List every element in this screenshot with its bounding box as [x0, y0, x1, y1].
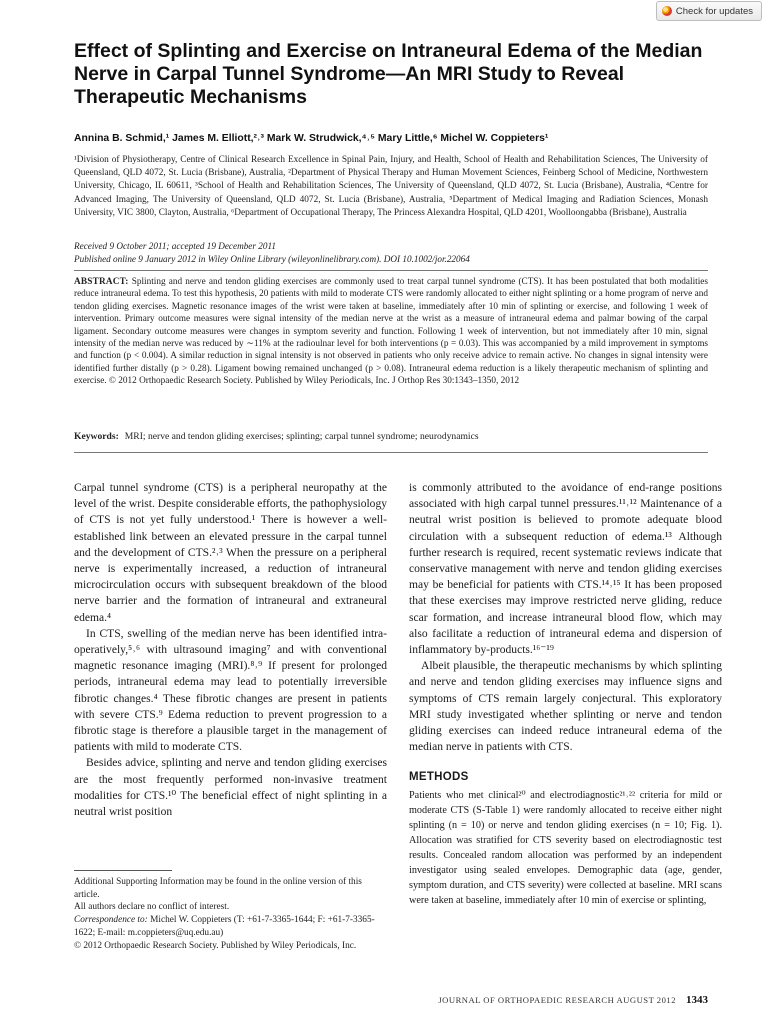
conflict-note: All authors declare no conflict of interest.	[74, 902, 230, 913]
methods-heading: METHODS	[409, 771, 469, 784]
check-for-updates-label: Check for updates	[675, 5, 753, 17]
abstract-label: ABSTRACT:	[74, 277, 129, 287]
article-title: Effect of Splinting and Exercise on Intraneural Edema of the Median Nerve in Carpal Tunnel Syndrome—An MRI Study to Reveal Therapeutic Mechanisms	[74, 40, 703, 108]
supporting-info-note: Additional Supporting Information may be found in the online version of this article.	[74, 877, 362, 900]
crossmark-icon	[662, 6, 672, 16]
keywords	[74, 431, 708, 442]
left-column	[74, 480, 387, 820]
publication-dates	[74, 240, 708, 266]
abstract-top-rule	[74, 270, 708, 271]
correspondence-note	[74, 914, 388, 939]
abstract	[74, 276, 708, 388]
correspondence-label: Correspondence to:	[74, 915, 148, 926]
copyright-note: © 2012 Orthopaedic Research Society. Published by Wiley Periodicals, Inc.	[74, 940, 357, 951]
methods-paragraph: Patients who met clinical²⁰ and electrodiagnostic²¹˒²² criteria for mild or moderate CTS (S-Table 1) were randomly allocated to receive either night splinting (n = 10) or nerve and tendon gliding exercises (n = 10; Fig. 1). Allocation was stratified for CTS severity based on electrodiagnostic test results. Concealed random allocation was performed by an independent investigator using sealed envelopes. Demographic data (age, gender, symptom duration, and CTS severity) were collected at baseline. MRI scans were taken at baseline, immediately after 10 min of exercise or splinting,	[409, 789, 722, 907]
author-list: Annina B. Schmid,¹ James M. Elliott,²˒³ Mark W. Strudwick,⁴˒⁵ Mary Little,⁶ Michel W. Coppieters¹	[74, 133, 549, 144]
body-paragraph: In CTS, swelling of the median nerve has been identified intra-operatively,⁵˒⁶ with ultrasound imaging⁷ and with conventional magnetic resonance imaging (MRI).⁸˒⁹ If present for prolonged periods, intraneural edema may lead to potentially irreversible fibrotic changes.⁴ These fibrotic changes are present in patients with severe CTS.⁹ Edema reduction to prevent progression to a fibrotic stage is therefore a plausible target in the management of patients with mild to moderate CTS.	[74, 627, 387, 754]
right-column	[409, 480, 722, 908]
page-footer	[428, 994, 708, 1006]
journal-name: JOURNAL OF ORTHOPAEDIC RESEARCH AUGUST 2012	[438, 995, 676, 1005]
abstract-bottom-rule	[74, 452, 708, 453]
body-paragraph: Carpal tunnel syndrome (CTS) is a peripheral neuropathy at the level of the wrist. Despite considerable efforts, the pathophysiology of CTS is not yet fully understood.¹ There is however a well-established link between an elevated pressure in the carpal tunnel and the development of CTS.²˒³ When the pressure on a peripheral nerve is experimentally increased, a reduction of intraneural microcirculation occurs with subsequent breakdown of the blood nerve barrier and the formation of intraneural and extraneural edema.⁴	[74, 482, 387, 624]
received-date: Received 9 October 2011; accepted 19 December 2011	[74, 241, 276, 251]
affiliations: ¹Division of Physiotherapy, Centre of Clinical Research Excellence in Spinal Pain, Injury, and Health, School of Health and Rehabilitation Sciences, The University of Queensland, QLD 4072, St. Lucia (Brisbane), Australia, ²Department of Physical Therapy and Human Movement Sciences, Feinberg School of Medicine, Northwestern University, Chicago, IL 60611, ³School of Health and Rehabilitation Sciences, The University of Queensland, QLD 4072, St. Lucia (Brisbane), Australia, ⁴Centre for Advanced Imaging, The University of Queensland, QLD 4072, St. Lucia (Brisbane), Australia, ⁵Department of Medical Imaging and Radiation Sciences, Monash University, VIC 3800, Clayton, Australia, ⁶Department of Occupational Therapy, The Princess Alexandra Hospital, QLD 4201, Woolloongabba (Brisbane), Australia	[74, 155, 708, 218]
published-online: Published online 9 January 2012 in Wiley Online Library (wileyonlinelibrary.com). DOI 10.1002/jor.22064	[74, 254, 470, 264]
keywords-label: Keywords:	[74, 431, 119, 442]
page-number: 1343	[686, 994, 708, 1006]
body-paragraph: Albeit plausible, the therapeutic mechanisms by which splinting and nerve and tendon gliding exercises may influence signs and symptoms of CTS remain largely conjectural. This exploratory MRI study investigated whether splinting or nerve and tendon gliding exercises can indeed reduce intraneural edema of the median nerve in patients with CTS.	[409, 660, 722, 754]
keywords-text: MRI; nerve and tendon gliding exercises; splinting; carpal tunnel syndrome; neurodynamics	[124, 431, 479, 442]
abstract-text: Splinting and nerve and tendon gliding exercises are commonly used to treat carpal tunnel syndrome (CTS). It has been postulated that both modalities reduce intraneural edema. To test this hypothesis, 20 patients with mild to moderate CTS were randomly allocated to either night splinting or a home program of nerve and tendon gliding exercises. Magnetic resonance images of the wrist were taken at baseline, immediately after 10 min of splinting or exercise, and following 1 week of intervention. Primary outcome measures were signal intensity of the median nerve at the wrist as a measure of intraneural edema and palmar bowing of the carpal ligament. Secondary outcome measures were changes in symptom severity and function. Following 1 week of intervention, but not immediately after 10 min, signal intensity of the median nerve was reduced by ∼11% at the radioulnar level for both interventions (p = 0.03). This was accompanied by a mild improvement in symptoms and function (p < 0.004). A similar reduction in signal intensity is not observed in patients who only receive advice to remain active. No changes in signal intensity were identified further distally (p > 0.28). Ligament bowing remained unchanged (p > 0.08). Intraneural edema reduction is a likely therapeutic mechanism of splinting and exercise. © 2012 Orthopaedic Research Society. Published by Wiley Periodicals, Inc. J Orthop Res 30:1343–1350, 2012	[74, 277, 709, 387]
footnote-rule	[74, 870, 172, 871]
correspondence-details: Michel W. Coppieters (T: +61-7-3365-1644; F: +61-7-3365-1622; E-mail: m.coppieters@uq.edu.au)	[74, 915, 375, 938]
check-for-updates-button[interactable]	[656, 1, 762, 21]
body-paragraph: Besides advice, splinting and nerve and tendon gliding exercises are the most frequently performed non-invasive treatment modalities for CTS.¹⁰ The beneficial effect of night splinting in a neutral wrist position	[74, 757, 387, 819]
footnotes	[74, 876, 388, 952]
body-paragraph: is commonly attributed to the avoidance of end-range positions associated with high carpal tunnel pressures.¹¹˒¹² Maintenance of a neutral wrist position is believed to promote adequate blood circulation with a subsequent reduction of edema.¹³ Although further research is required, recent systematic reviews indicate that conservative management with nerve and tendon gliding exercises may be beneficial for patients with CTS.¹⁴˒¹⁵ It has been proposed that these exercises may improve restricted nerve gliding, reduce scar formation, and increase intraneural blood flow, which may also facilitate a reduction of intraneural edema and dispersion of inflammatory by-products.¹⁶⁻¹⁹	[409, 482, 722, 657]
